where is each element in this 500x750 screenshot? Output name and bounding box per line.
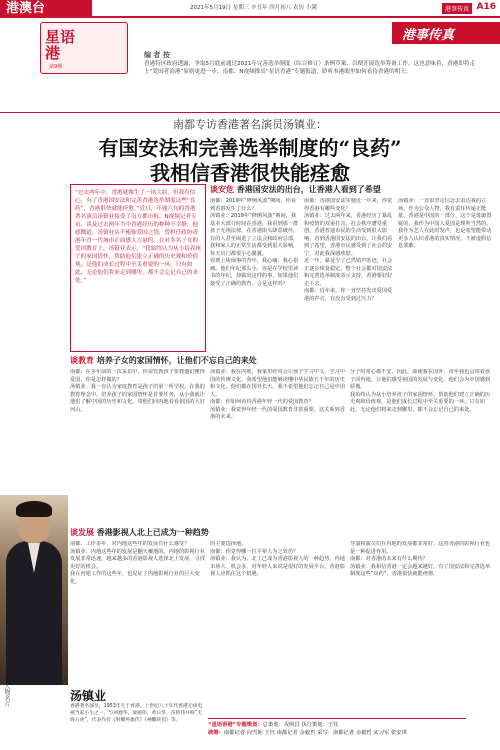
section-1-col-3: 汤镇业：一直很坚定信念去表达我的立场，作为公众人物，我有责任传递正能量。香港是中国的一部分，这个是毋庸置疑的，我作为中国人爱国是理所当然的。 我作为艺人在此时发声，也是希望能带动更多人认识香港的真实情况，不被虚假信息蒙蔽。 [398, 198, 492, 249]
section-1-col-2: 南都：香港国安法实施近一年来，你觉得香港有哪些变化？ 汤镇业：过去两年来，香港经历了暴乱和疫情的双重打击，社会秩序遭受重创，香港普通市民的生活受到很大影响。直到香港国安法的出台，让我们看到了希望，香港市民感受到了社会的安宁，对此我深感欣慰。 近一年，暴徒少了已然销声匿迹，社会正逐步恢复稳定，整个社会都对国安法和完善选举制度表示支持，香港要好好走下去。 南都：近年来，你一直坚持发出爱国爱港的声音，有没有受到过压力？ [304, 198, 393, 302]
section-2-col-1: 南都：在多年前的一次采访中，你说管教孩子要教他们懂得爱国，你是怎样做的？ 汤镇业：我一直认为家庭教育是孩子的第一所学校。在我的教育理念中，培养孩子的家国情怀是首要任务，从小我就让他们了解中国的历史和文化，带他们回内地看看祖国的大好河山。 [70, 369, 205, 413]
profile-label: 人物名片 [3, 683, 10, 707]
credits-line-1: 总策划：戎明昌 执行策划：王钰 [262, 722, 339, 728]
logo-char-2: 语 [60, 28, 76, 46]
masthead-section: 港澳台 [0, 0, 92, 18]
masthead-bar [0, 0, 500, 18]
section-1-col-1: 南都：2019年“修例风波”期间，你看到香港发生了什么？ 汤镇业：2019年“修例风波”期间，我基本大部分时间在香港，我看到那一群孩子无视法律，在香港街头肆意破坏，有的人甚至闹进了立法会和政府总部，我和家人的正常生活都受到很大影响，每天出门都要小心翼翼。 看到上街闹事的青年，我心痛，我心很痛。他们年纪那么小，该是在学校里读书的年纪，却做出这样的事，如果他们接受了正确的教育，会是这样吗？ [210, 198, 299, 287]
section-development [70, 527, 492, 538]
section-lead: 谈发展 [70, 528, 94, 537]
section-3-col-2: 的主要选择地。 南都：你觉得哪一位平辈人为之效仿？ 汤镇业：我认为，北上已成为香港影视人的一种趋势。内地市场大、机会多，对年轻人来说是很好的发展平台。香港影视人应抓住这个机遇。 [210, 541, 345, 577]
column-logo [40, 22, 128, 74]
editor-note-text: 香港特区政府透露，争取5月底前通过2021年完善选举制度（综合修订）条例草案，以便开展选举筹备工作。这也意味着，香港即将走上“爱国者治港”原则更进一步。南都、N视频推出“星语香港”专题报道，聆听本港眼里如何看待香港的明天。 [144, 61, 476, 75]
logo-issue: 第9期 [49, 64, 63, 70]
credits-line-2: 南都记者 向雪妮 王钰 南都记者 余毅哲 采写：南都记者 余毅哲 宋习军 张安琪 [223, 730, 407, 736]
section-lead: 谈安危 [210, 185, 234, 194]
article-kicker: 南都专访香港著名演员汤镇业： [173, 118, 327, 131]
person-photo [0, 495, 68, 685]
column-title: 港事传真 [402, 28, 455, 43]
dateline: 2021年5月19日 星期三 辛丑年 四月初八 农历 小满 [190, 5, 317, 11]
profile-name: 汤镇业 [70, 689, 107, 703]
profile-bio: 香港著名演员，1953年生于香港。上世纪八十年代香港无线电视当家小生之一，与刘德华、梁朝伟、黄日华、苗侨伟并称“无线五虎”，代表作有《射雕英雄传》《神雕侠侣》等。 [70, 704, 203, 723]
page-number: A16 [476, 2, 496, 12]
headline-line-2: 我相信香港很快能痊愈 [150, 161, 350, 185]
section-3-col-3: 导演和演员们在内地的发展都非常好。这对香港的影视行业也是一种促进作用。 南都：对香港的未来有什么期待？ 汤镇业：我相信香港一定会越来越好，有了国安法和完善选举制度这些“良药”，香港很快就能痊愈。 [350, 541, 491, 577]
section-title: 培养子女的家国情怀，让他们不忘自己的来处 [96, 356, 257, 365]
section-tag: 港事传真 [442, 3, 472, 14]
section-title: 香港国安法的出台，让香港人看到了希望 [236, 185, 381, 194]
section-3-col-1: 南都：工作多年，对内地这些年的发展有什么感受？ 汤镇业：内地这些年的发展是翻天覆地的。内地的影视行业发展非常迅速，越来越多的香港影视人选择北上发展，寻找更好的机会。 我在内地工作的这些年，也见证了内地影视行业的巨大变化。 [70, 541, 205, 585]
section-2-col-2: 汤镇业：我在内地，我家里经常会让孩子学习中文，学习中国的传统文化，我希望他们能够读懂中华民族五千年的历史和文化。他们都在国外长大，我不希望他们忘记自己是中国人。 南都：你如何看待香港年轻一代的爱国教育？ 汤镇业：我觉得年轻一代的爱国教育非常重要，这关系到香港的未来。 [210, 369, 345, 420]
lead-quote: “过去两年中，香港就像生了一场大病，但我有信心，有了香港国安法和完善香港选举制度这些“良药”，香港很快就能痊愈。”近日，年逾六旬的香港著名演员汤镇业接受了南方都市报、N视频记者专访，谈及过去两年当中香港经历的种种不幸静，他感慨道。汤镇业从不掩饰爱国之情，曾担任政协香港年青一代城市正面感人力量的，在对多名子女的爱国教育上，汤镇业表示，“我始终认为从小培养孩子的家国情怀，帮助他们建立正确的历史观和价值观，是他们成长过程中至关重要的一环。只有如此，无论他们将来走到哪里，都不会忘记自己的来处。” [70, 184, 206, 352]
section-2-col-3: 分子时常心都不安，因此，即使我在国外，每年我也会带着孩子回内地，让他们感受祖国的发展与变化，他们会为中国感到骄傲。 我始终认为从小培养孩子的家国情怀，帮助他们建立正确的历史观和价值观，是他们成长过程中至关重要的一环。只有如此，无论他们将来走到哪里，都不会忘记自己的来处。 [350, 369, 491, 413]
headline-line-1: 有国安法和完善选举制度的“良药” [98, 136, 402, 160]
credits-label-1: “星语香港”专题策划： [208, 722, 263, 728]
section-safety [210, 184, 492, 195]
credits-label-2: 统筹： [208, 730, 224, 736]
credits [208, 718, 466, 737]
divider [0, 112, 500, 113]
logo-char-3: 港 [45, 44, 61, 62]
logo-char-1: 星 [45, 28, 61, 46]
section-lead: 谈教育 [70, 356, 94, 365]
editor-note-label: 编 者 按 [144, 51, 170, 59]
section-education [70, 355, 492, 366]
section-title: 香港影视人北上已成为一种趋势 [96, 528, 209, 537]
